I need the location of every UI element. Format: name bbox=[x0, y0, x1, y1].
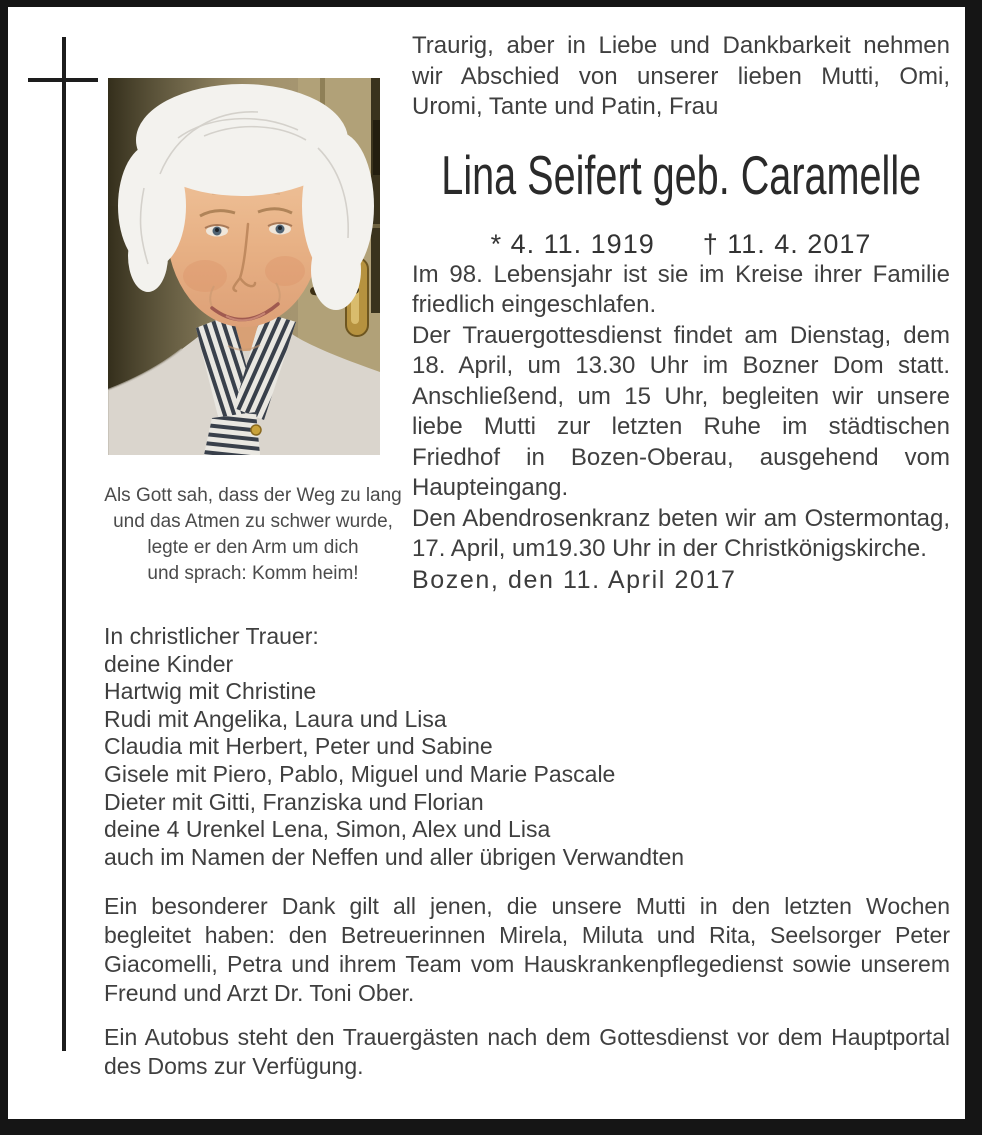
mourner-line: Hartwig mit Christine bbox=[104, 678, 317, 705]
memorial-verse-line: legte er den Arm um dich bbox=[147, 537, 359, 558]
place-dateline: Bozen, den 11. April 2017 bbox=[412, 565, 737, 594]
life-dates bbox=[412, 229, 950, 260]
cross-icon bbox=[62, 37, 66, 1051]
obituary-page bbox=[8, 7, 965, 1119]
announcement-column bbox=[412, 31, 950, 595]
bus-notice-text: Ein Autobus steht den Trauergästen nach dem Gottesdienst vor dem Hauptportal des Doms zur Verfügung. bbox=[104, 1024, 950, 1080]
memorial-verse bbox=[86, 483, 420, 587]
cross-icon bbox=[28, 78, 98, 82]
service-text: Der Trauergottesdienst findet am Dienstag, dem 18. April, um 13.30 Uhr im Bozner Dom statt. Anschließend, um 15 Uhr, begleiten wir unsere liebe Mutti zur letzten Ruhe im städtischen Friedhof in Bozen-Oberau, ausgehend vom Haupteingang. bbox=[412, 321, 950, 501]
memorial-verse-line: Als Gott sah, dass der Weg zu lang bbox=[104, 485, 402, 506]
mourner-line: deine 4 Urenkel Lena, Simon, Alex und Lisa bbox=[104, 816, 551, 843]
memorial-verse-line: und sprach: Komm heim! bbox=[147, 563, 359, 584]
intro-text: Traurig, aber in Liebe und Dankbarkeit nehmen wir Abschied von unserer lieben Mutti, Omi, Uromi, Tante und Patin, Frau bbox=[412, 32, 950, 120]
thanks-text: Ein besonderer Dank gilt all jenen, die unsere Mutti in den letzten Wochen begleitet haben: den Betreuerinnen Mirela, Miluta und Rita, Seelsorger Peter Giacomelli, Petra und ihrem Team vom Hauskrankenpflegedienst sowie unserem Freund und Arzt Dr. Toni Ober. bbox=[104, 893, 950, 1007]
mourners-list bbox=[104, 651, 950, 872]
mourner-line: Dieter mit Gitti, Franziska und Florian bbox=[104, 788, 484, 815]
birth-date: * 4. 11. 1919 bbox=[490, 228, 655, 259]
mourners-heading: In christlicher Trauer: bbox=[104, 623, 319, 649]
mourner-line: deine Kinder bbox=[104, 650, 234, 677]
deceased-name: Lina Seifert geb. Caramelle bbox=[441, 143, 921, 206]
memorial-verse-line: und das Atmen zu schwer wurde, bbox=[113, 511, 393, 532]
mourner-line: auch im Namen der Neffen und aller übrigen Verwandten bbox=[104, 843, 685, 870]
rosary-text: Den Abendrosenkranz beten wir am Ostermontag, 17. April, um19.30 Uhr in der Christkönigskirche. bbox=[412, 504, 950, 562]
mourners-block bbox=[104, 623, 950, 871]
portrait-photo bbox=[108, 78, 380, 455]
death-date: † 11. 4. 2017 bbox=[702, 228, 872, 259]
mourner-line: Rudi mit Angelika, Laura und Lisa bbox=[104, 705, 447, 732]
family-section bbox=[104, 623, 950, 1081]
passing-text: Im 98. Lebensjahr ist sie im Kreise ihrer Familie friedlich eingeschlafen. bbox=[412, 260, 950, 318]
mourner-line: Claudia mit Herbert, Peter und Sabine bbox=[104, 733, 493, 760]
mourner-line: Gisele mit Piero, Pablo, Miguel und Marie Pascale bbox=[104, 760, 616, 787]
